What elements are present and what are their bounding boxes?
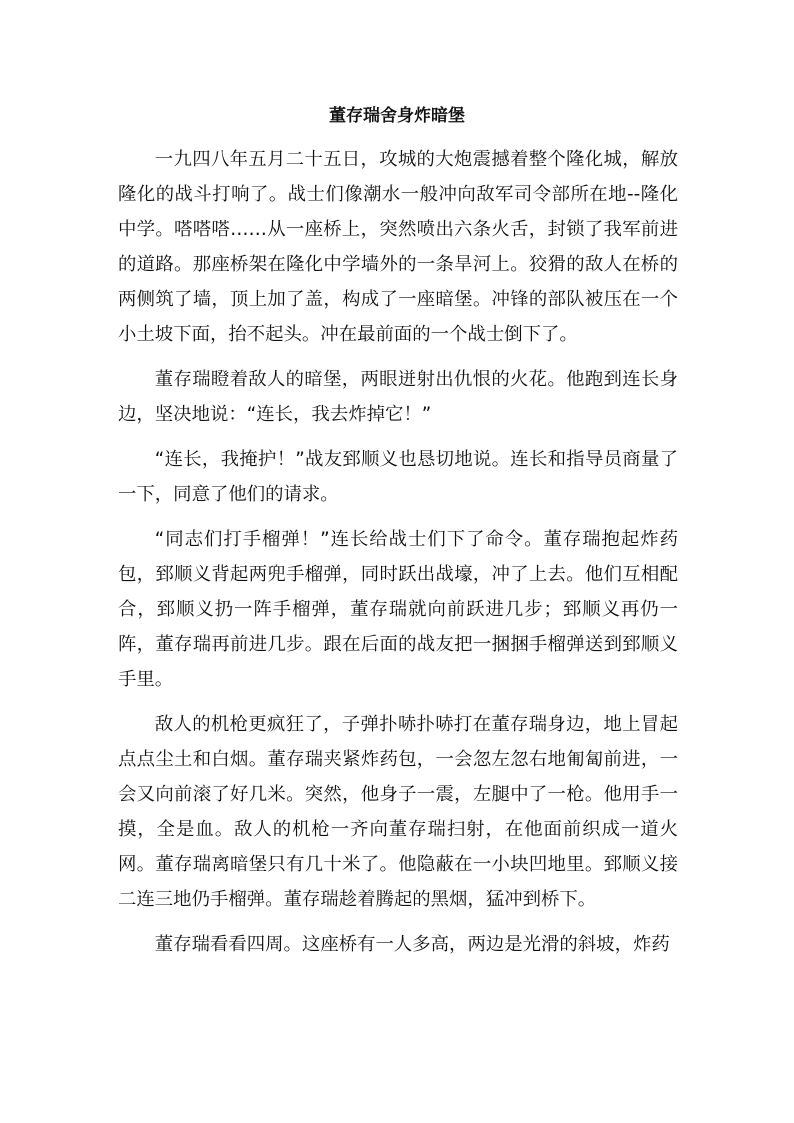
article-body (118, 142, 678, 972)
paragraph: 董存瑞瞪着敌人的暗堡，两眼迸射出仇恨的火花。他跑到连长身边，坚决地说：“连长，我去炸掉它！” (118, 369, 678, 425)
paragraph: “同志们打手榴弹！”连长给战士们下了命令。董存瑞抱起炸药包，郅顺义背起两兜手榴弹，同时跃出战壕，冲了上去。他们互相配合，郅顺义扔一阵手榴弹，董存瑞就向前跃进几步；郅顺义再仍一阵，董存瑞再前进几步。跟在后面的战友把一捆捆手榴弹送到郅顺义手里。 (118, 529, 678, 690)
paragraph: “连长，我掩护！”战友郅顺义也恳切地说。连长和指导员商量了一下，同意了他们的请求。 (118, 449, 678, 505)
paragraph: 董存瑞看看四周。这座桥有一人多高，两边是光滑的斜坡，炸药 (154, 934, 670, 955)
paragraph: 敌人的机枪更疯狂了，子弹扑哧扑哧打在董存瑞身边，地上冒起点点尘土和白烟。董存瑞夹紧炸药包，一会忽左忽右地匍匐前进，一会又向前滚了好几米。突然，他身子一震，左腿中了一枪。他用手一摸，全是血。敌人的机枪一齐向董存瑞扫射，在他面前织成一道火网。董存瑞离暗堡只有几十米了。他隐蔽在一小块凹地里。郅顺义接二连三地仍手榴弹。董存瑞趁着腾起的黑烟，猛冲到桥下。 (118, 714, 678, 910)
paragraph: 一九四八年五月二十五日，攻城的大炮震撼着整个隆化城，解放隆化的战斗打响了。战士们像潮水一般冲向敌军司令部所在地--隆化中学。嗒嗒嗒……从一座桥上，突然喷出六条火舌，封锁了我军前进的道路。那座桥架在隆化中学墙外的一条旱河上。狡猾的敌人在桥的两侧筑了墙，顶上加了盖，构成了一座暗堡。冲锋的部队被压在一个小土坡下面，抬不起头。冲在最前面的一个战士倒下了。 (118, 149, 678, 345)
page-title: 董存瑞舍身炸暗堡 (329, 106, 465, 126)
